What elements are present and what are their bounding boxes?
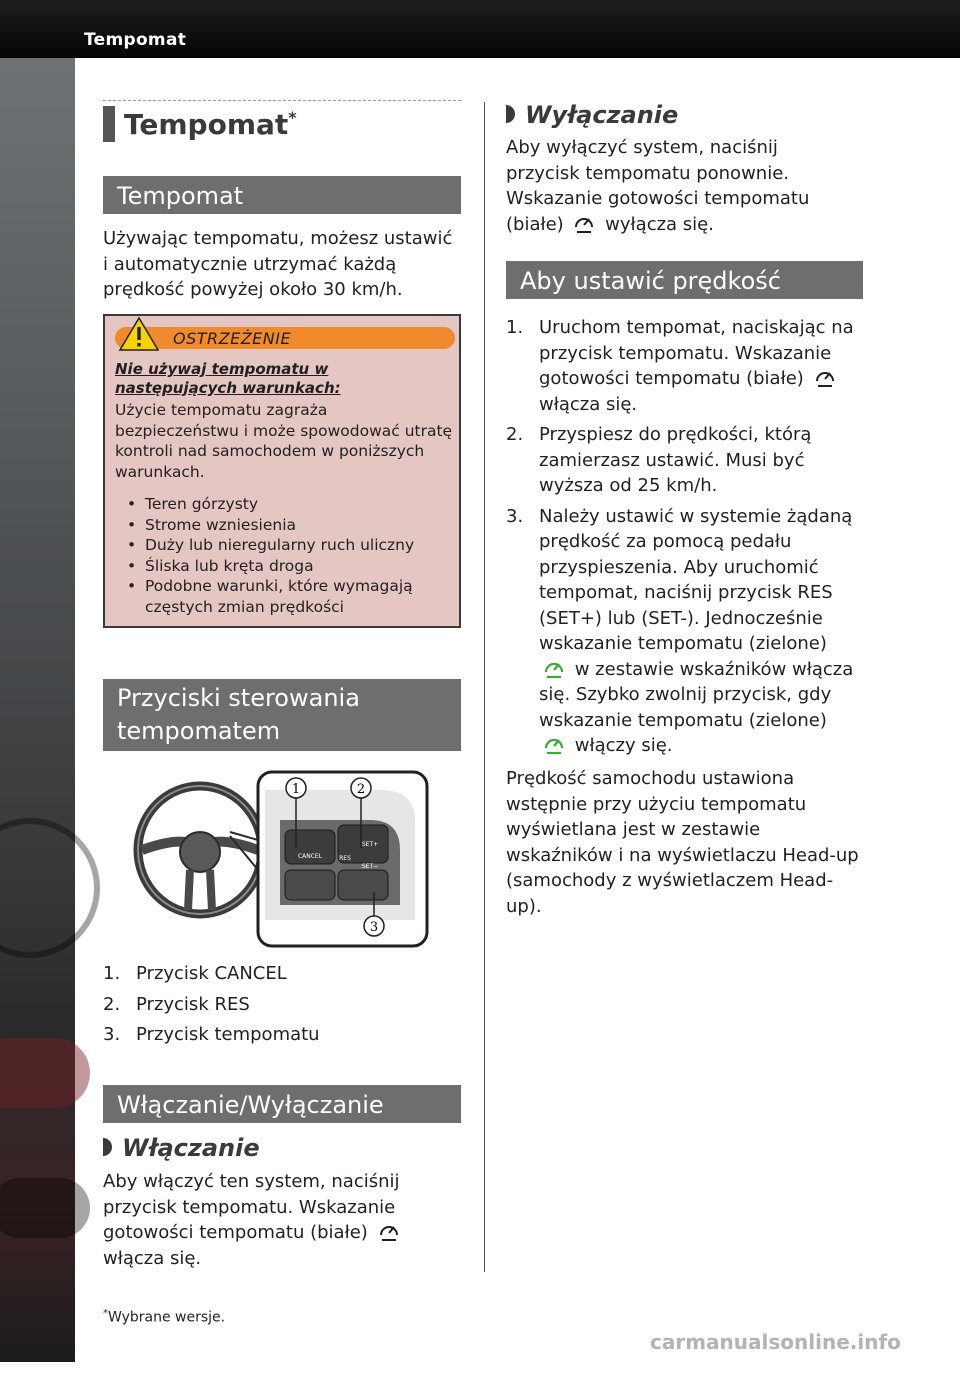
list-item: • Duży lub nieregularny ruch uliczny [127, 535, 457, 556]
list-item: • Podobne warunki, które wymagają częstych zmian prędkości [127, 576, 457, 617]
bullet-arrow-icon [506, 105, 515, 123]
list-item: 2. Przyspiesz do prędkości, którą zamierzasz ustawić. Musi być wyższa od 25 km/h. [506, 424, 812, 496]
speed-note: Prędkość samochodu ustawiona wstępnie przy użyciu tempomatu wyświetlana jest w zestawie wskaźników i na wyświetlaczu Head-up (samochody z wyświetlaczem Head-up). [506, 768, 859, 917]
section-heading-onoff: Włączanie/Wyłączanie [103, 1085, 461, 1123]
cancel-label: CANCEL [297, 853, 323, 860]
warning-subtitle: Nie używaj tempomatu w następujących warunkach: [115, 360, 341, 397]
list-item: 1. Przycisk CANCEL [103, 963, 287, 984]
section-heading-set-speed: Aby ustawić prędkość [506, 261, 863, 299]
subheading-off: Wyłączanie [506, 101, 678, 129]
steering-wheel-illustration [130, 770, 430, 950]
warning-box [103, 314, 461, 628]
button-list [103, 961, 461, 1053]
list-item: • Teren górzysty [127, 494, 457, 515]
list-item: 1. Uruchom tempomat, naciskając na przycisk tempomatu. Wskazanie gotowości tempomatu (białe) włącza się. [506, 317, 854, 415]
warning-header [115, 327, 455, 349]
page-header [0, 0, 960, 58]
section-heading-buttons: Przyciski sterowania tempomatem [103, 679, 461, 751]
cruise-set-green-icon [543, 657, 565, 679]
control-switch-closeup [258, 772, 427, 946]
subheading-on: Włączanie [103, 1134, 260, 1162]
list-item: • Strome wzniesienia [127, 515, 457, 536]
bullet-arrow-icon [103, 1138, 112, 1156]
cruise-ready-icon [378, 1220, 400, 1242]
steps-list [506, 315, 862, 764]
column-divider [484, 102, 485, 1272]
cruise-set-green-icon [543, 733, 565, 755]
footnote: *Wybrane wersje. [103, 1308, 226, 1326]
on-text: Aby włączyć ten system, naciśnij przycisk tempomatu. Wskazanie gotowości tempomatu (białe) włącza się. [103, 1171, 400, 1269]
section-heading-tempomat: Tempomat [103, 176, 461, 214]
intro-text: Używając tempomatu, możesz ustawić i automatycznie utrzymać każdą prędkość powyżej około 30 km/h. [103, 228, 453, 300]
res-label: RES [339, 855, 351, 862]
sidebar-decor [0, 1178, 90, 1238]
list-item: 3. Należy ustawić w systemie żądaną prędkość za pomocą pedału przyspieszenia. Aby uruchomić tempomat, naciśnij przycisk RES (SET+) lub (SET-). Jednocześnie wskazanie tempomatu (zielone) w zestawie wskaźników włącza się. Szybko zwolnij przycisk, gdy wskazanie tempomatu (zielone) włączy się. [506, 505, 854, 756]
page-title: Tempomat* [124, 108, 297, 141]
warning-list [127, 494, 457, 617]
set-plus-label: SET+ [361, 841, 379, 848]
set-minus-label: SET− [361, 863, 379, 870]
sidebar-photo [0, 58, 75, 1384]
warning-text: Użycie tempomatu zagraża bezpieczeństwu i może spowodować utratę kontroli nad samochodem w poniższych warunkach. [115, 401, 453, 481]
list-item: 2. Przycisk RES [103, 993, 250, 1015]
cruise-ready-icon [814, 366, 836, 388]
callout-1: 1 [291, 782, 301, 797]
page-number: 4-92 [18, 1360, 63, 1384]
warning-label: OSTRZEŻENIE [173, 329, 292, 348]
callout-3: 3 [369, 920, 379, 935]
off-text: Aby wyłączyć system, naciśnij przycisk tempomatu ponownie. Wskazanie gotowości tempomatu (białe) wyłącza się. [506, 137, 810, 235]
sidebar-decor [0, 818, 100, 958]
cruise-ready-icon [573, 212, 595, 234]
list-item: 3. Przycisk tempomatu [103, 1024, 320, 1045]
callout-2: 2 [356, 782, 366, 797]
header-title: Tempomat [84, 30, 187, 50]
watermark: carmanualsonline.info [650, 1330, 901, 1354]
warning-triangle-icon [119, 317, 159, 351]
list-item: • Śliska lub kręta droga [127, 556, 457, 577]
steering-wheel-icon [138, 786, 262, 914]
sidebar-decor [0, 1038, 90, 1108]
title-marker [103, 106, 115, 142]
